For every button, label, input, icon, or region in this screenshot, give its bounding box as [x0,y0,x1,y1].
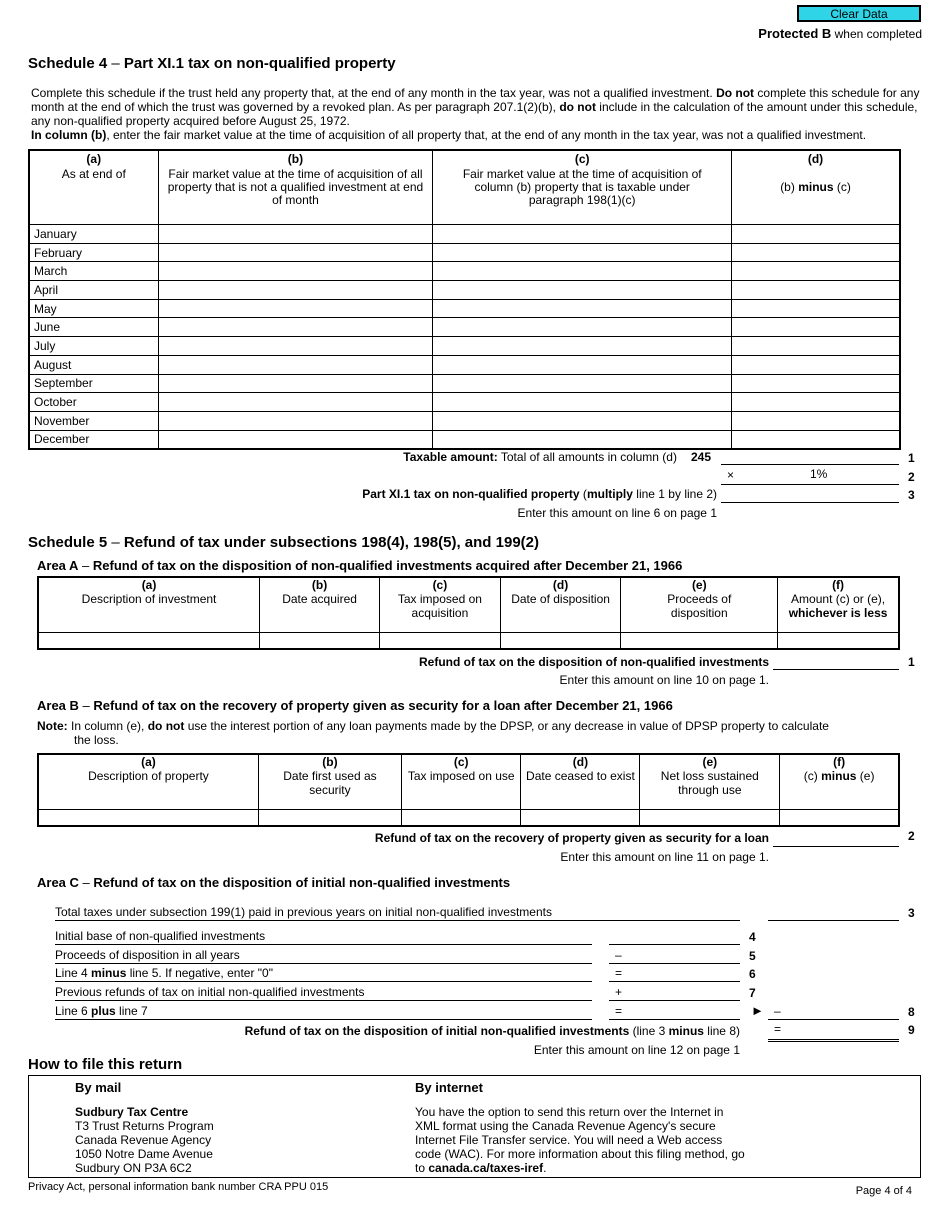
area-b-input-b[interactable] [258,809,401,826]
area-c-row-3: Total taxes under subsection 199(1) paid in previous years on initial non-qualified investments [55,905,740,921]
area-c-row-6: Line 4 minus line 5. If negative, enter "0" [55,966,592,982]
area-a-input-e[interactable] [621,632,778,649]
schedule4-title: Schedule 4 – Part XI.1 tax on non-qualified property [28,55,396,72]
schedule4-instructions: Complete this schedule if the trust held any property that, at the end of any month in the tax year, was not a qualified investment. Do not complete this schedule for any month at the end of which the trust was governed by a revoked plan. As per paragraph 207.1(2)(b), do not include in the calculation of the amount under this schedule, any non-qualified property acquired before August 25, 1972. In column (b), enter the fair market value at the time of acquisition of all property that, at the end of any month in the tax year, was not a qualified investment. [31,86,920,142]
month-input-d[interactable] [732,318,900,337]
by-mail-title: By mail [75,1080,122,1095]
privacy-act-note: Privacy Act, personal information bank number CRA PPU 015 [28,1181,329,1193]
by-mail-section [75,1081,375,1175]
schedule4-table [28,149,901,450]
line-number-1: 1 [908,451,915,465]
how-to-file-title: How to file this return [28,1056,183,1073]
month-input-b[interactable] [158,355,433,374]
area-b-refund-label: Refund of tax on the recovery of property given as security for a loan [374,831,769,845]
mail-line: 1050 Notre Dame Avenue [75,1147,213,1161]
month-input-d[interactable] [732,430,900,449]
schedule5-title: Schedule 5 – Refund of tax under subsections 198(4), 198(5), and 199(2) [28,534,539,551]
area-a-col-e: (e) Proceeds of disposition [621,577,778,632]
area-b-table [37,753,900,827]
area-c-line-5: 5 [749,949,756,963]
area-b-col-f: (f) (c) minus (e) [780,754,899,809]
month-label: February [29,243,158,262]
area-a-enter-note: Enter this amount on line 10 on page 1. [559,673,769,687]
month-label: June [29,318,158,337]
area-a-input-d[interactable] [500,632,621,649]
line-number-2: 2 [908,470,915,484]
area-c-title: Area C – Refund of tax on the disposition of initial non-qualified investments [37,875,511,890]
taxable-amount-label: Taxable amount: Total of all amounts in column (d) 245 [403,450,711,464]
page-number: Page 4 of 4 [855,1185,912,1197]
month-input-d[interactable] [732,337,900,356]
area-c-line6-field[interactable]: = [609,966,740,982]
month-row [29,393,900,412]
area-c-enter-note: Enter this amount on line 12 on page 1 [533,1043,740,1057]
month-input-b[interactable] [158,225,433,244]
mail-line: T3 Trust Returns Program [75,1119,214,1133]
area-b-refund-field[interactable] [773,846,899,847]
month-input-b[interactable] [158,411,433,430]
area-c-line8-subtotal: = [609,1004,740,1020]
area-b-input-a[interactable] [38,809,258,826]
area-c-line5-field[interactable]: – [609,948,740,964]
area-a-input-c[interactable] [380,632,501,649]
month-input-d[interactable] [732,355,900,374]
month-input-b[interactable] [158,262,433,281]
clear-data-button[interactable]: Clear Data [797,5,921,22]
area-c-row-7: Previous refunds of tax on initial non-qualified investments [55,985,592,1001]
month-input-b[interactable] [158,243,433,262]
area-b-col-d: (d) Date ceased to exist [521,754,640,809]
month-input-b[interactable] [158,281,433,300]
month-input-d[interactable] [732,393,900,412]
month-input-d[interactable] [732,281,900,300]
internet-text: You have the option to send this return over the Internet in XML format using the Canada Revenue Agency's secure Internet File Transfer service. You will need a Web access code (WAC). For more information about this filing method, go to [415,1105,745,1175]
area-c-line8-field[interactable]: – [768,1004,899,1020]
area-a-line-1: 1 [908,655,915,669]
area-c-line-9: 9 [908,1023,915,1037]
mail-line: Sudbury Tax Centre [75,1105,189,1119]
area-a-input-b[interactable] [260,632,380,649]
month-input-c[interactable] [433,393,732,412]
month-input-b[interactable] [158,299,433,318]
area-b-enter-note: Enter this amount on line 11 on page 1. [560,850,769,864]
line-number-3: 3 [908,488,915,502]
area-b-note: Note: In column (e), do not use the interest portion of any loan payments made by the DPSP, or any decrease in value of DPSP property to calculate the loss. [37,719,829,747]
month-input-b[interactable] [158,318,433,337]
area-b-col-b: (b) Date first used as security [258,754,401,809]
month-row [29,243,900,262]
month-row [29,281,900,300]
month-input-c[interactable] [433,225,732,244]
area-a-col-c: (c) Tax imposed on acquisition [380,577,501,632]
area-b-input-f[interactable] [780,809,899,826]
month-label: March [29,262,158,281]
protected-b-notice: Protected B when completed [758,26,922,41]
area-a-title: Area A – Refund of tax on the disposition of non-qualified investments acquired after December 21, 1966 [37,558,683,573]
month-input-d[interactable] [732,225,900,244]
area-a-col-a: (a) Description of investment [38,577,260,632]
rate-field [721,484,899,485]
mail-line: Sudbury ON P3A 6C2 [75,1161,192,1175]
by-internet-title: By internet [415,1080,483,1095]
area-b-line-2: 2 [908,829,915,843]
month-label: January [29,225,158,244]
part-xi1-tax-label: Part XI.1 tax on non-qualified property (multiply line 1 by line 2) [362,487,717,501]
area-c-row-8: Line 6 plus line 7 [55,1004,592,1020]
month-row [29,374,900,393]
area-c-row-4: Initial base of non-qualified investments [55,929,592,945]
mail-line: Canada Revenue Agency [75,1133,212,1147]
area-a-col-b: (b) Date acquired [260,577,380,632]
how-to-file-box [28,1075,921,1178]
area-c-line-3: 3 [908,906,915,920]
area-a-col-d: (d) Date of disposition [500,577,621,632]
by-internet-section: By internet You have the option to send this return over the Internet in XML format using the Canada Revenue Agency's secure Internet File Transfer service. You will need a Web access code (WAC). For more information about this filing method, go to canada.ca/taxes-iref. [415,1080,745,1175]
part-xi1-tax-field[interactable] [721,502,899,503]
schedule4-enter-note: Enter this amount on line 6 on page 1 [517,506,717,520]
month-input-c[interactable] [433,337,732,356]
col-d-header: (d) (b) minus (c) [732,150,900,225]
col-c-header: (c) Fair market value at the time of acquisition of column (b) property that is taxable under paragraph 198(1)(c) [433,150,732,225]
area-b-input-d[interactable] [521,809,640,826]
tax-rate: 1% [810,467,828,481]
area-c-line-4: 4 [749,930,756,944]
area-c-line7-field[interactable]: + [609,985,740,1001]
month-row [29,411,900,430]
area-c-row-5: Proceeds of disposition in all years [55,948,592,964]
area-a-table [37,576,900,650]
month-label: April [29,281,158,300]
area-b-title: Area B – Refund of tax on the recovery of property given as security for a loan after December 21, 1966 [37,698,673,713]
month-input-d[interactable] [732,299,900,318]
month-input-c[interactable] [433,281,732,300]
area-b-input-e[interactable] [640,809,780,826]
area-b-input-c[interactable] [402,809,521,826]
times-sign: × [727,468,735,482]
month-input-d[interactable] [732,374,900,393]
area-c-refund-label: Refund of tax on the disposition of initial non-qualified investments (line 3 minus line 8) [244,1024,740,1038]
month-label: July [29,337,158,356]
area-a-input-a[interactable] [38,632,260,649]
area-c-line4-field[interactable] [609,929,740,945]
month-row [29,337,900,356]
month-input-c[interactable] [433,374,732,393]
month-input-d[interactable] [732,243,900,262]
area-b-col-a: (a) Description of property [38,754,258,809]
area-c-line-6: 6 [749,967,756,981]
col-a-header: (a) As at end of [29,150,158,225]
month-input-c[interactable] [433,299,732,318]
month-row [29,262,900,281]
month-input-c[interactable] [433,430,732,449]
month-input-c[interactable] [433,243,732,262]
month-row [29,299,900,318]
month-label: October [29,393,158,412]
col-b-header: (b) Fair market value at the time of acquisition of all property that is not a qualified investment at end of month [158,150,433,225]
month-input-b[interactable] [158,430,433,449]
month-input-b[interactable] [158,374,433,393]
iref-link[interactable]: canada.ca/taxes-iref [428,1161,544,1175]
area-c-refund-field[interactable]: = [768,1022,899,1042]
month-label: May [29,299,158,318]
month-label: November [29,411,158,430]
month-label: December [29,430,158,449]
month-row [29,430,900,449]
area-a-input-f[interactable] [778,632,899,649]
month-input-d[interactable] [732,262,900,281]
area-c-line3-field[interactable] [768,920,899,921]
month-label: September [29,374,158,393]
area-c-line-7: 7 [749,986,756,1000]
area-b-col-c: (c) Tax imposed on use [402,754,521,809]
month-input-d[interactable] [732,411,900,430]
month-input-c[interactable] [433,355,732,374]
area-a-refund-field[interactable] [773,669,899,670]
area-b-col-e: (e) Net loss sustained through use [640,754,780,809]
month-row [29,318,900,337]
month-label: August [29,355,158,374]
arrow-right-icon: ► [751,1003,764,1018]
month-input-b[interactable] [158,337,433,356]
month-row [29,355,900,374]
taxable-amount-field[interactable] [721,464,899,465]
month-row [29,225,900,244]
month-input-c[interactable] [433,262,732,281]
month-input-c[interactable] [433,411,732,430]
area-a-col-f: (f) Amount (c) or (e), whichever is less [778,577,899,632]
area-a-refund-label: Refund of tax on the disposition of non-qualified investments [419,655,769,669]
month-input-b[interactable] [158,393,433,412]
month-input-c[interactable] [433,318,732,337]
area-c-line-8: 8 [908,1005,915,1019]
